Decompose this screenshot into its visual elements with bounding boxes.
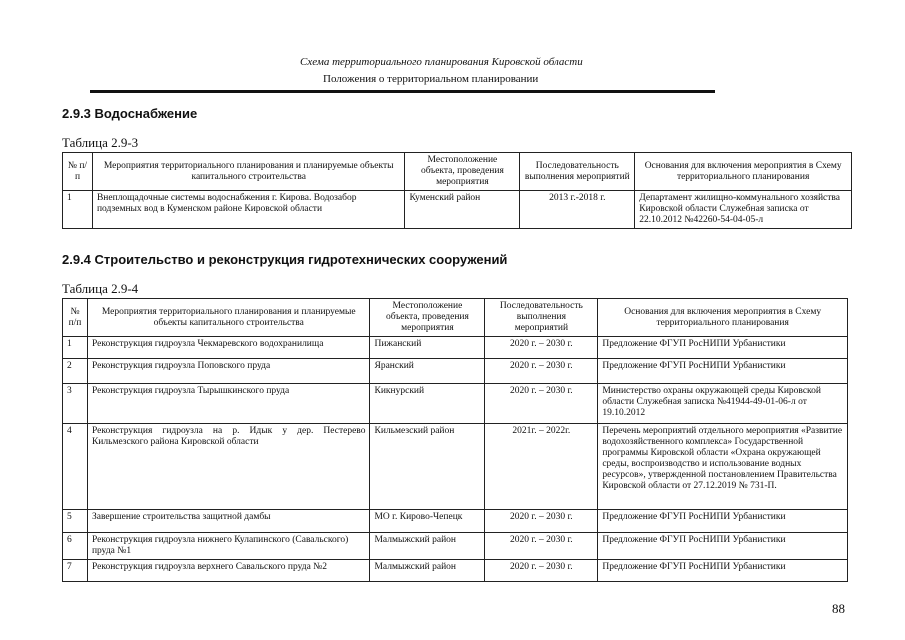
cell-basis: Департамент жилищно-коммунального хозяйства Кировской области Служебная записка от 22.10.2012 №42260-54-04-05-л xyxy=(635,191,852,229)
table-row xyxy=(63,384,848,424)
col-header-event: Мероприятия территориального планирования и планируемые объекты капитального строительства xyxy=(87,299,370,337)
section-title-293: 2.9.3 Водоснабжение xyxy=(62,106,198,121)
cell-period: 2020 г. – 2030 г. xyxy=(485,510,598,533)
cell-period: 2020 г. – 2030 г. xyxy=(485,337,598,359)
table-row xyxy=(63,337,848,359)
cell-location: Пижанский xyxy=(370,337,485,359)
col-header-basis: Основания для включения мероприятия в Схему территориального планирования xyxy=(598,299,848,337)
cell-location: МО г. Кирово-Чепецк xyxy=(370,510,485,533)
cell-num: 5 xyxy=(63,510,88,533)
cell-num: 6 xyxy=(63,533,88,560)
cell-event: Реконструкция гидроузла Тырышкинского пруда xyxy=(87,384,370,424)
col-header-event: Мероприятия территориального планирования и планируемые объекты капитального строительства xyxy=(92,153,404,191)
running-header-title: Схема территориального планирования Кировской области xyxy=(300,56,583,68)
cell-num: 4 xyxy=(63,424,88,510)
cell-event: Реконструкция гидроузла Чекмаревского водохранилища xyxy=(87,337,370,359)
cell-location: Кильмезский район xyxy=(370,424,485,510)
table-label-293: Таблица 2.9-3 xyxy=(62,135,139,150)
col-header-num: № п/п xyxy=(63,299,88,337)
cell-event: Реконструкция гидроузла Поповского пруда xyxy=(87,359,370,384)
cell-basis: Предложение ФГУП РосНИПИ Урбанистики xyxy=(598,533,848,560)
cell-location: Малмыжский район xyxy=(370,533,485,560)
cell-period: 2013 г.-2018 г. xyxy=(520,191,635,229)
table-row xyxy=(63,359,848,384)
cell-event: Внеплощадочные системы водоснабжения г. Кирова. Водозабор подземных вод в Куменском районе Кировской области xyxy=(92,191,404,229)
col-header-location: Местоположение объекта, проведения мероприятия xyxy=(405,153,520,191)
cell-basis: Перечень мероприятий отдельного мероприятия «Развитие водохозяйственного комплекса» Государственной программы Кировской области «Охрана окружающей среды, воспроизводство и использование водных ресурсов», утвержденной постановлением Правительства Кировской области от 27.12.2019 № 731-П. xyxy=(598,424,848,510)
cell-event: Реконструкция гидроузла верхнего Савальского пруда №2 xyxy=(87,560,370,582)
cell-period: 2020 г. – 2030 г. xyxy=(485,560,598,582)
cell-num: 2 xyxy=(63,359,88,384)
cell-basis: Министерство охраны окружающей среды Кировской области Служебная записка №41944-49-01-06-л от 19.10.2012 xyxy=(598,384,848,424)
cell-basis: Предложение ФГУП РосНИПИ Урбанистики xyxy=(598,560,848,582)
table-293-header-row xyxy=(63,153,852,191)
table-294 xyxy=(62,298,848,582)
cell-location: Кикнурский xyxy=(370,384,485,424)
cell-event: Реконструкция гидроузла нижнего Кулапинского (Савальского) пруда №1 xyxy=(87,533,370,560)
header-rule xyxy=(90,90,715,93)
table-294-header-row xyxy=(63,299,848,337)
cell-event: Реконструкция гидроузла на р. Идык у дер. Пестерево Кильмезского района Кировской области xyxy=(87,424,370,510)
col-header-period: Последовательность выполнения мероприятий xyxy=(520,153,635,191)
col-header-num: № п/п xyxy=(63,153,93,191)
table-293 xyxy=(62,152,852,229)
cell-basis: Предложение ФГУП РосНИПИ Урбанистики xyxy=(598,337,848,359)
cell-num: 3 xyxy=(63,384,88,424)
cell-num: 7 xyxy=(63,560,88,582)
table-row xyxy=(63,424,848,510)
cell-location: Куменский район xyxy=(405,191,520,229)
table-row xyxy=(63,191,852,229)
cell-num: 1 xyxy=(63,191,93,229)
table-row xyxy=(63,560,848,582)
table-row xyxy=(63,510,848,533)
running-header-subtitle: Положения о территориальном планировании xyxy=(323,73,539,85)
section-title-294: 2.9.4 Строительство и реконструкция гидротехнических сооружений xyxy=(62,252,508,267)
cell-period: 2020 г. – 2030 г. xyxy=(485,533,598,560)
table-row xyxy=(63,533,848,560)
col-header-location: Местоположение объекта, проведения мероприятия xyxy=(370,299,485,337)
cell-location: Малмыжский район xyxy=(370,560,485,582)
cell-period: 2020 г. – 2030 г. xyxy=(485,384,598,424)
page-number: 88 xyxy=(832,601,845,616)
cell-basis: Предложение ФГУП РосНИПИ Урбанистики xyxy=(598,510,848,533)
col-header-basis: Основания для включения мероприятия в Схему территориального планирования xyxy=(635,153,852,191)
cell-period: 2021г. – 2022г. xyxy=(485,424,598,510)
table-label-294: Таблица 2.9-4 xyxy=(62,281,139,296)
cell-basis: Предложение ФГУП РосНИПИ Урбанистики xyxy=(598,359,848,384)
cell-location: Яранский xyxy=(370,359,485,384)
cell-num: 1 xyxy=(63,337,88,359)
cell-event: Завершение строительства защитной дамбы xyxy=(87,510,370,533)
cell-period: 2020 г. – 2030 г. xyxy=(485,359,598,384)
col-header-period: Последовательность выполнения мероприятий xyxy=(485,299,598,337)
